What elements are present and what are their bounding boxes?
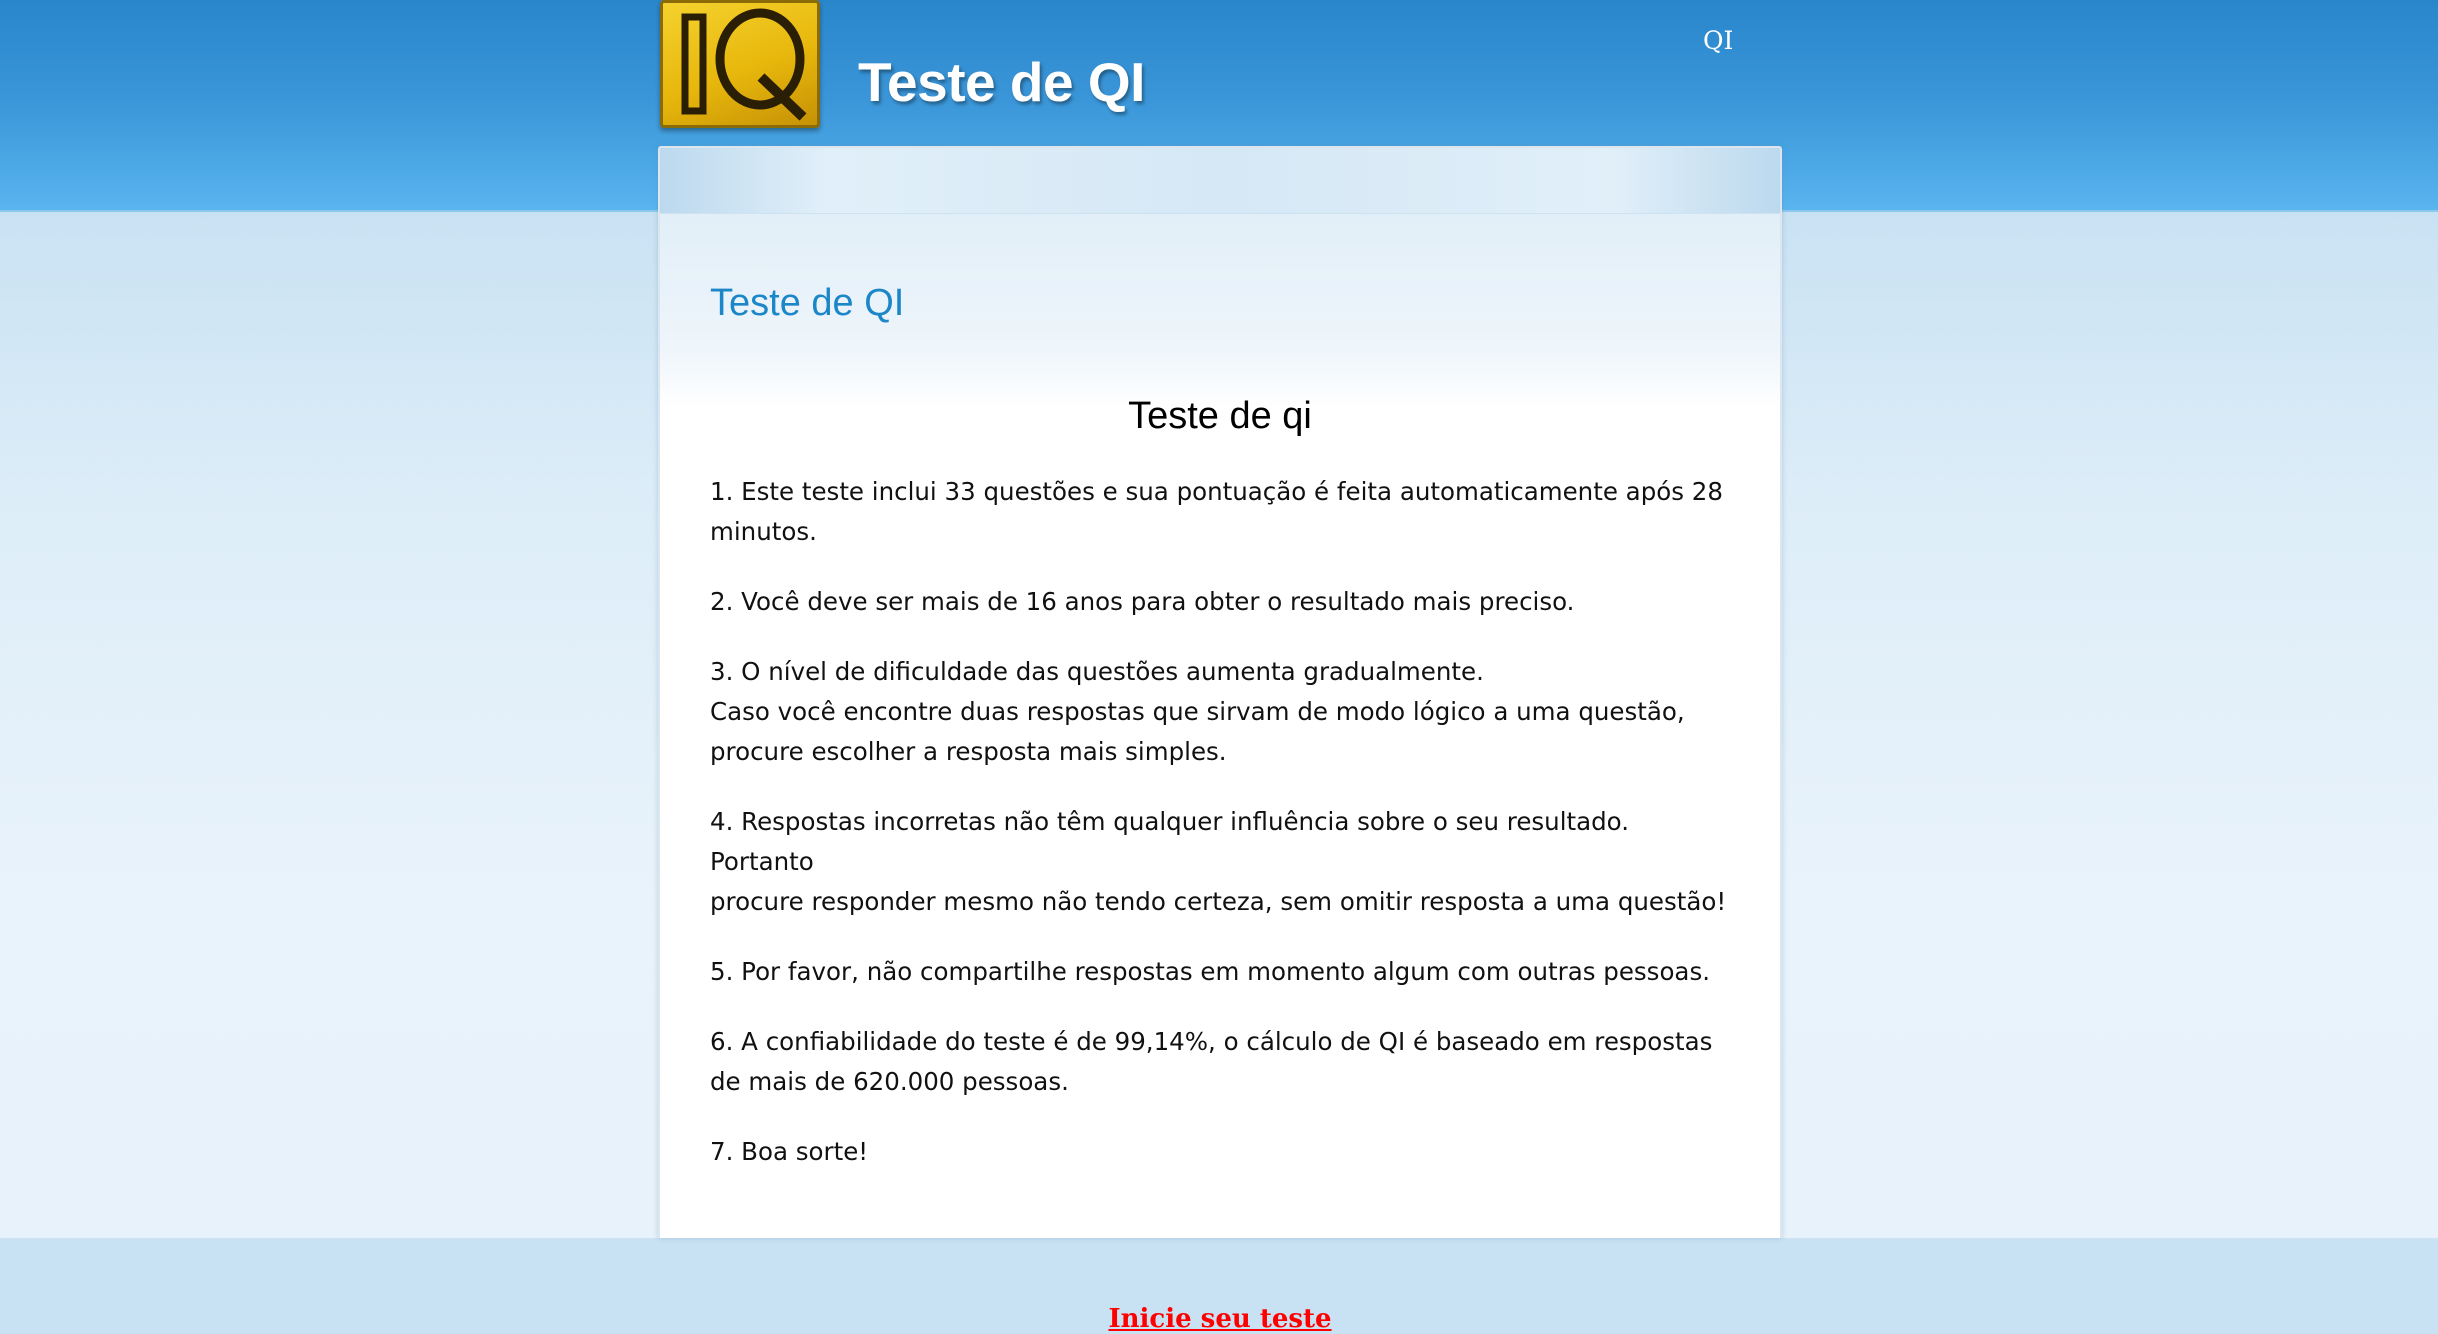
panel-top-strip (660, 148, 1780, 214)
site-logo[interactable] (660, 0, 820, 128)
rule-item: 4. Respostas incorretas não têm qualquer influência sobre o seu resultado. Portanto procure responder mesmo não tendo certeza, sem omitir resposta a uma questão! (710, 807, 1727, 916)
rule-item: 5. Por favor, não compartilhe respostas em momento algum com outras pessoas. (710, 957, 1711, 986)
rule-item: 2. Você deve ser mais de 16 anos para obter o resultado mais preciso. (710, 587, 1575, 616)
nav-link-qi[interactable]: QI (1703, 26, 1734, 55)
content-panel (658, 146, 1782, 1334)
rule-item: 1. Este teste inclui 33 questões e sua pontuação é feita automaticamente após 28 minutos. (710, 477, 1723, 546)
page-title: Teste de qi (1128, 395, 1312, 437)
start-test-link[interactable]: Inicie seu teste (1108, 1304, 1332, 1334)
svg-text:IQ: IQ (663, 3, 665, 4)
rules-list (710, 472, 1740, 1202)
site-title: Teste de QI (858, 51, 1145, 113)
section-title: Teste de QI (710, 282, 905, 324)
iq-logo-icon (663, 3, 817, 125)
rule-item: 6. A confiabilidade do teste é de 99,14%, o cálculo de QI é baseado em respostas de mais de 620.000 pessoas. (710, 1027, 1713, 1096)
rule-item: 7. Boa sorte! (710, 1137, 869, 1166)
start-link-wrapper (660, 1304, 1780, 1334)
rule-item: 3. O nível de dificuldade das questões aumenta gradualmente. Caso você encontre duas respostas que sirvam de modo lógico a uma questão, procure escolher a resposta mais simples. (710, 657, 1685, 766)
